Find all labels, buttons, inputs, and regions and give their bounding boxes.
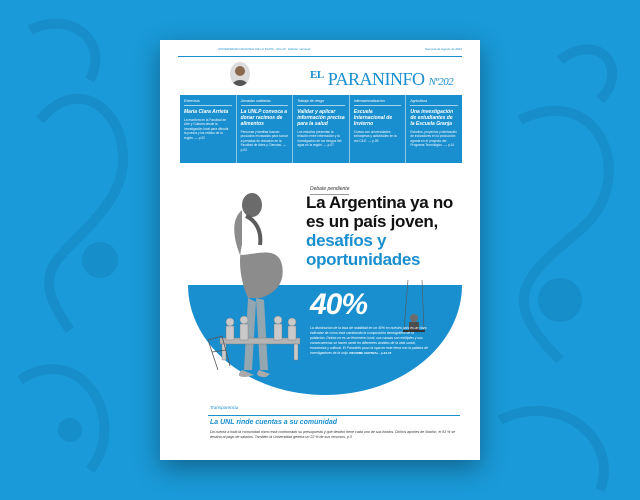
section-reference: INFORME CENTRAL · p.04-15 bbox=[349, 351, 392, 355]
summary-text: Estudios, proyectos y fabricación de indicadores en la producción agraria en el proyecto del Programa Tecnológico. — p.14 bbox=[410, 130, 457, 148]
headline-blue: desafíos y oportunidades bbox=[306, 231, 421, 269]
summary-title: Escuela Internacional de Invierno bbox=[353, 109, 393, 127]
masthead-prefix: EL bbox=[310, 69, 324, 81]
bottom-rule bbox=[208, 415, 460, 416]
headline-black: La Argentina ya no es un país joven, bbox=[306, 193, 453, 231]
summary-title: La UNLP convoca a donar racimos de alimentos bbox=[240, 109, 288, 127]
percentage-figure: 40% bbox=[310, 288, 368, 321]
newspaper-cover bbox=[160, 40, 480, 460]
cover-headline bbox=[306, 193, 474, 269]
cover-body-text: La disminución de la tasa de natalidad en un 40% en nuestro país es un claro indicador de cómo está cambiando la composición demográfica de la población. Detrás no es un fenómeno local, sus causas son múltiples y sus consecuencias se hacen sentir en diferentes ámbitos de la vida social, económica y cultural. El Paraninfo puso la lupa en este tema con la palabra de investigadores de la unlp. bbox=[310, 326, 428, 355]
summary-category: Jornadas solidarias bbox=[241, 99, 289, 106]
summary-text: La escritora en la Facultad de Arte y Guitarra desde la investigación local para difundir la poesía y los relatos de la región. — p.02 bbox=[184, 118, 229, 140]
summary-text: Personas y familias buscan productos envasados para sumar a jornadas de donación en la Facultad de Artes y Ciencias. — p.03 bbox=[240, 130, 288, 152]
summary-text: Los estudios presentan la relación entre información y la investigación de los riesgos del agua en la región. — p.07 bbox=[297, 130, 342, 148]
bottom-title: La UNL rinde cuentas a su comunidad bbox=[210, 419, 338, 426]
topline-left: UNIVERSIDAD NACIONAL DE LA PLATA · Año 20 · Edición mensual bbox=[218, 47, 311, 51]
masthead-name: PARANINFO bbox=[327, 69, 425, 89]
summary-category: Trabajo de riesgo bbox=[297, 99, 345, 106]
summary-category: Internacionalización bbox=[354, 99, 402, 106]
summary-title: Maria Clara Arrieta bbox=[184, 109, 229, 115]
summary-category: Agricultura bbox=[410, 99, 458, 106]
summary-category: Entrevista bbox=[184, 99, 232, 106]
cover-body bbox=[310, 326, 430, 356]
summary-title: Una investigación de estudiantes de la Escuela Granja bbox=[410, 109, 454, 127]
topline-right: Semana de Agosto de 2022 bbox=[424, 47, 462, 51]
issue-number: Nº202 bbox=[428, 76, 454, 88]
bottom-tag: Transparencia bbox=[210, 405, 239, 410]
cover-kicker: Debate pendiente bbox=[310, 186, 349, 195]
bottom-text: Da cuenta a toda la comunidad cómo está conformado su presupuesto y qué destino tiene cada uno de sus fondos. Dichos aportes de Nación, el 93 % se destina al pago de salarios. También la Universidad genera un 22 % de sus recursos. p.3 bbox=[210, 430, 456, 439]
summary-text: Cursos con universidades extranjeras y actividades en la red CILE. — p.09 bbox=[353, 130, 397, 143]
summary-title: Validar y aplicar información precisa para la salud bbox=[297, 109, 345, 127]
